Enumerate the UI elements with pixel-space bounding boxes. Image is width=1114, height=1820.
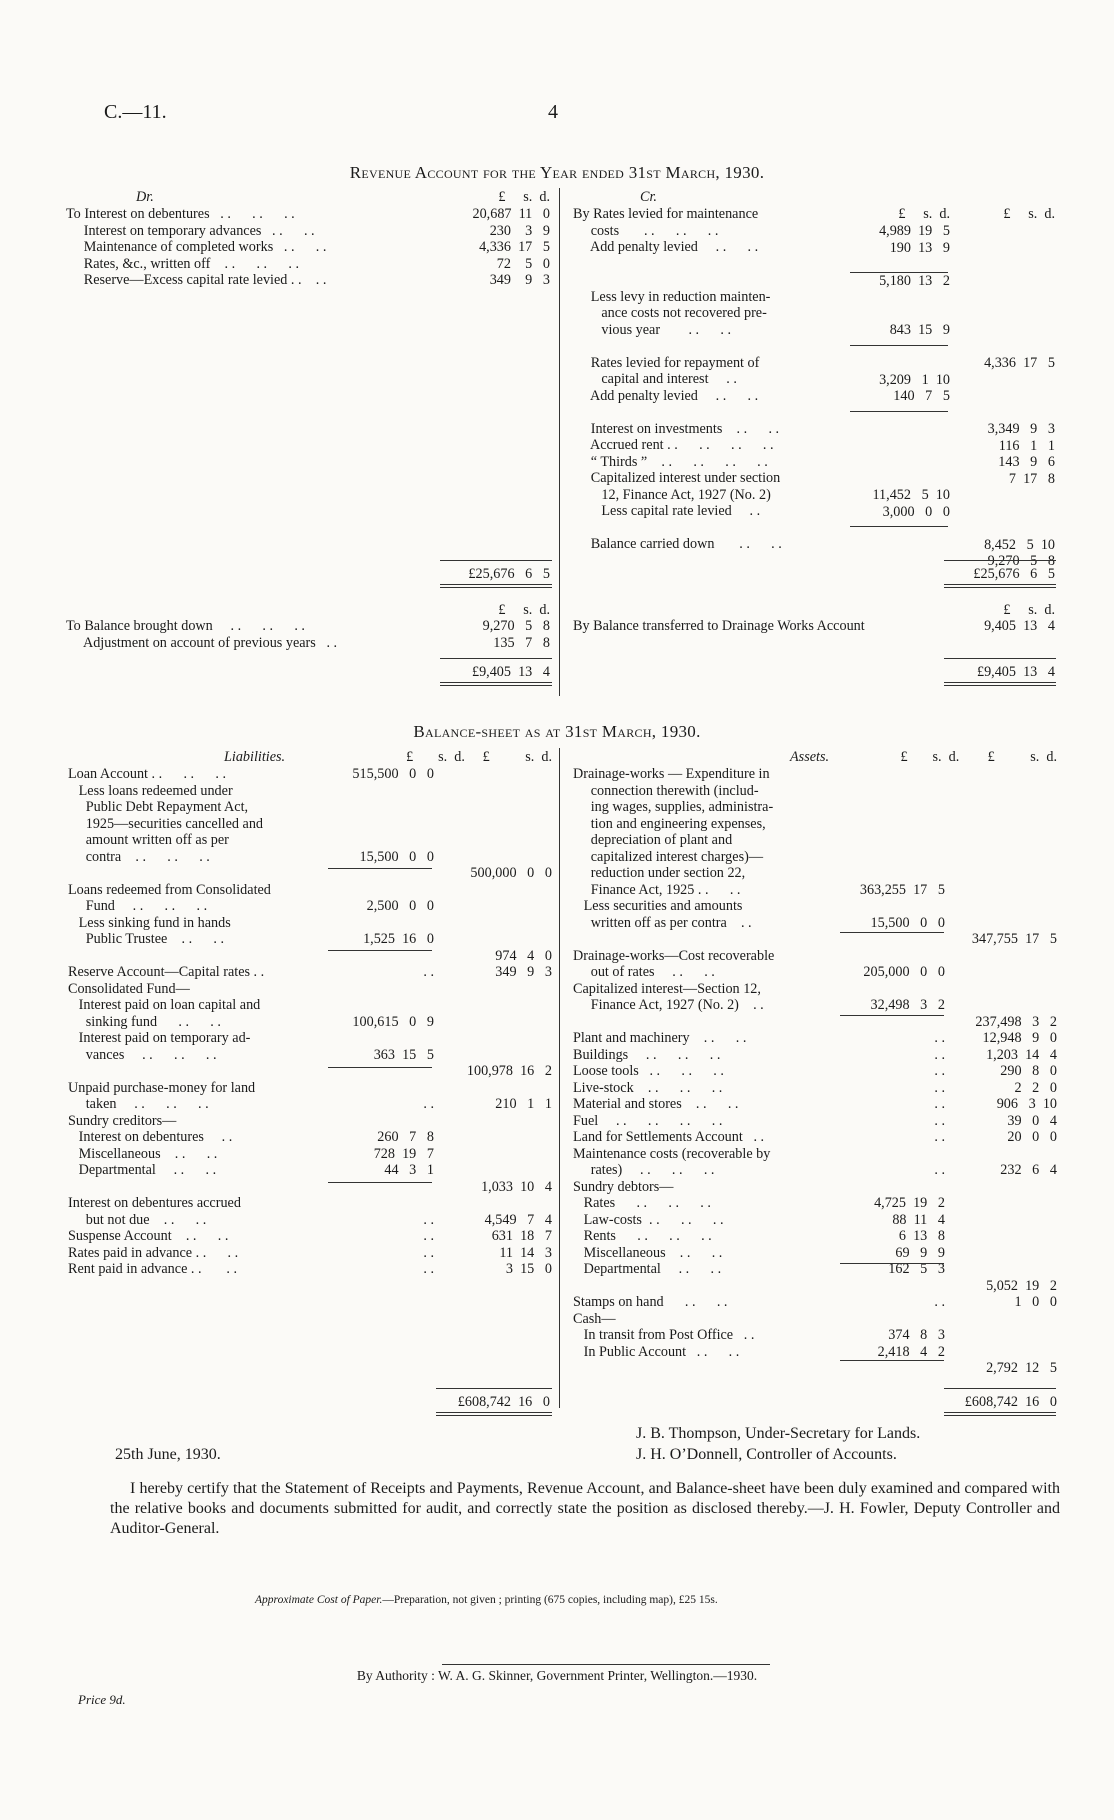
revenue-balance-items: To Balance brought down . . . . . . Adjustment on account of previous years . . (66, 618, 338, 651)
rule (944, 658, 1056, 659)
liabilities-inner-amounts: 515,500 0 0 15,500 0 0 2,500 0 0 1,525 16 0 . . 100,615 0 9 363 15 5 . . 260 7 8 728 19 7 44 3 1 . . . . . . . . (352, 766, 434, 1277)
signature-odonnell: J. H. O’Donnell, Controller of Accounts. (636, 1446, 897, 1463)
revenue-right2-head: £ s. d. (1003, 602, 1055, 618)
assets-col-head: £ s. d. £ s. d. (900, 749, 1057, 765)
revenue-debit-total: £25,676 6 5 (468, 566, 550, 582)
rule (328, 950, 432, 951)
revenue-title: Revenue Account for the Year ended 31st March, 1930. (349, 163, 765, 182)
cost-label: Approximate Cost of Paper. (255, 1594, 383, 1606)
rule (440, 658, 552, 659)
assets-inner-amounts: 363,255 17 5 15,500 0 0 205,000 0 0 32,498 3 2 . . . . . . . . . . . . . . . . 4,725 19 2 88 11 4 6 13 8 69 9 9 162 5 3 . . 374 8 3 2,418 4 2 (859, 881, 945, 1360)
document-code: C.—11. (104, 101, 167, 123)
balance-title: Balance-sheet as at 31st March, 1930. (413, 722, 701, 741)
authority-rule (442, 1664, 770, 1665)
rule (944, 682, 1056, 686)
revenue-debit-items: To Interest on debentures . . . . . . Interest on temporary advances . . . . Maintenance of completed works . . . . Rates, &c., written off . . . . . . Reserve—Excess capital rate levied . . . . (66, 206, 327, 288)
revenue-transfer-amount: 9,405 13 4 (984, 618, 1055, 634)
balance-divider (559, 748, 560, 1408)
rule (436, 1388, 552, 1389)
liabilities-col-head: £ s. d. £ s. d. (406, 749, 552, 765)
liabilities-total: £608,742 16 0 (457, 1394, 550, 1410)
rule (440, 560, 552, 561)
rule (440, 682, 552, 686)
rule (944, 584, 1056, 588)
rule (840, 932, 944, 933)
assets-items: Drainage-works — Expenditure in connection therewith (includ- ing wages, supplies, administra- tion and engineering expenses, depreciation of plant and capitalized interest charges)— reduction under section 22, Finance Act, 1925 . . . . Less securities and amounts written off as per contra . . Drainage-works—Cost recoverable out of rates . . . . Capitalized interest—Section 12, Finance Act, 1927 (No. 2) . . Plant and machinery . . . . Buildings . . . . . . Loose tools . . . . . . Live-stock . . . . . . Material and stores . . . . Fuel . . . . . . . . Land for Settlements Account . . Maintenance costs (recoverable by rates) . . . . . . Sundry debtors— Rates . . . . . . Law-costs . . . . . . Rents . . . . . . Miscellaneous . . . . Departmental . . . . Stamps on hand . . . . Cash— In transit from Post Office . . In Public Account . . . . (573, 766, 775, 1360)
revenue-divider (559, 188, 560, 696)
revenue-balance-total: £9,405 13 4 (471, 664, 550, 680)
price: Price 9d. (78, 1692, 126, 1707)
cost-text: —Preparation, not given ; printing (675 copies, including map), £25 15s. (382, 1594, 718, 1606)
rule (328, 1067, 432, 1068)
rule (944, 1412, 1056, 1416)
rule (850, 345, 948, 346)
revenue-credit-inner-head: £ s. d. (898, 206, 950, 222)
revenue-debit-amounts: 20,687 11 0 230 3 9 4,336 17 5 72 5 0 349 9 3 (472, 206, 550, 288)
revenue-credit-inner-amounts: 4,989 19 5 190 13 9 5,180 13 2 843 15 9 3,209 1 10 140 7 5 11,452 5 10 3,000 0 0 (872, 223, 950, 520)
rule (440, 584, 552, 588)
audit-certificate: I hereby certify that the Statement of Receipts and Payments, Revenue Account, and Balance-sheet have been duly examined and compared with the relative books and documents submitted for audit, and correctly state the position as disclosed thereby.—J. H. Fowler, Deputy Controller and Auditor-General. (110, 1480, 1060, 1537)
revenue-credit-total: £25,676 6 5 (973, 566, 1055, 582)
revenue-transfer-item: By Balance transferred to Drainage Works Account (573, 618, 865, 634)
rule (840, 1263, 944, 1264)
rule (944, 560, 1056, 561)
rule (944, 1388, 1056, 1389)
signature-thompson: J. B. Thompson, Under-Secretary for Lands. (636, 1425, 921, 1442)
revenue-left2-head: £ s. d. (498, 602, 550, 618)
credit-label: Cr. (640, 189, 657, 205)
assets-outer-amounts: 347,755 17 5 237,498 3 2 12,948 9 0 1,203 14 4 290 8 0 2 2 0 906 3 10 39 0 4 20 0 0 232 6 4 5,052 19 2 1 0 0 2,792 12 5 (971, 931, 1057, 1376)
signing-date: 25th June, 1930. (115, 1446, 221, 1463)
revenue-credit-outer-amounts: 4,336 17 5 3,349 9 3 116 1 1 143 9 6 7 17 8 8,452 5 10 9,270 5 8 (984, 355, 1055, 569)
rule (328, 868, 432, 869)
page-number: 4 (548, 101, 558, 123)
rule (850, 526, 948, 527)
liabilities-outer-amounts: 500,000 0 0 974 4 0 349 9 3 100,978 16 2 210 1 1 1,033 10 4 4,549 7 4 631 18 7 11 14 3 3 15 0 (466, 865, 552, 1277)
rule (840, 1015, 944, 1016)
rule (436, 1412, 552, 1416)
assets-label: Assets. (790, 749, 830, 765)
revenue-left-col-head: £ s. d. (498, 189, 550, 205)
rule (850, 272, 948, 273)
liabilities-items: Loan Account . . . . . . Less loans redeemed under Public Debt Repayment Act, 1925—securities cancelled and amount written off as per contra . . . . . . Loans redeemed from Consolidated Fund . . . . . . Less sinking fund in hands Public Trustee . . . . Reserve Account—Capital rates . . Consolidated Fund— Interest paid on loan capital and sinking fund . . . . Interest paid on temporary ad- vances . . . . . . Unpaid purchase-money for land taken . . . . . . Sundry creditors— Interest on debentures . . Miscellaneous . . . . Departmental . . . . Interest on debentures accrued but not due . . . . Suspense Account . . . . Rates paid in advance . . . . Rent paid in advance . . . . (68, 766, 271, 1277)
authority-line: By Authority : W. A. G. Skinner, Government Printer, Wellington.—1930. (356, 1668, 758, 1683)
revenue-balance-amounts: 9,270 5 8 135 7 8 (482, 618, 550, 651)
liabilities-label: Liabilities. (224, 749, 286, 765)
rule (328, 1182, 432, 1183)
assets-total: £608,742 16 0 (964, 1394, 1057, 1410)
revenue-transfer-total: £9,405 13 4 (976, 664, 1055, 680)
rule (850, 411, 948, 412)
debit-label: Dr. (136, 189, 154, 205)
revenue-credit-items: By Rates levied for maintenance costs . . . . . . Add penalty levied . . . . Less levy in reduction mainten- ance costs not recovered pre- vious year . . . . Rates levied for repayment of capital and interest . . Add penalty levied . . . . Interest on investments . . . . Accrued rent . . . . . . . . “ Thirds ” . . . . . . . . Capitalized interest under section 12, Finance Act, 1927 (No. 2) Less capital rate levied . . Balance carried down . . . . (573, 206, 782, 552)
rule (840, 1360, 944, 1361)
revenue-credit-outer-head: £ s. d. (1003, 206, 1055, 222)
